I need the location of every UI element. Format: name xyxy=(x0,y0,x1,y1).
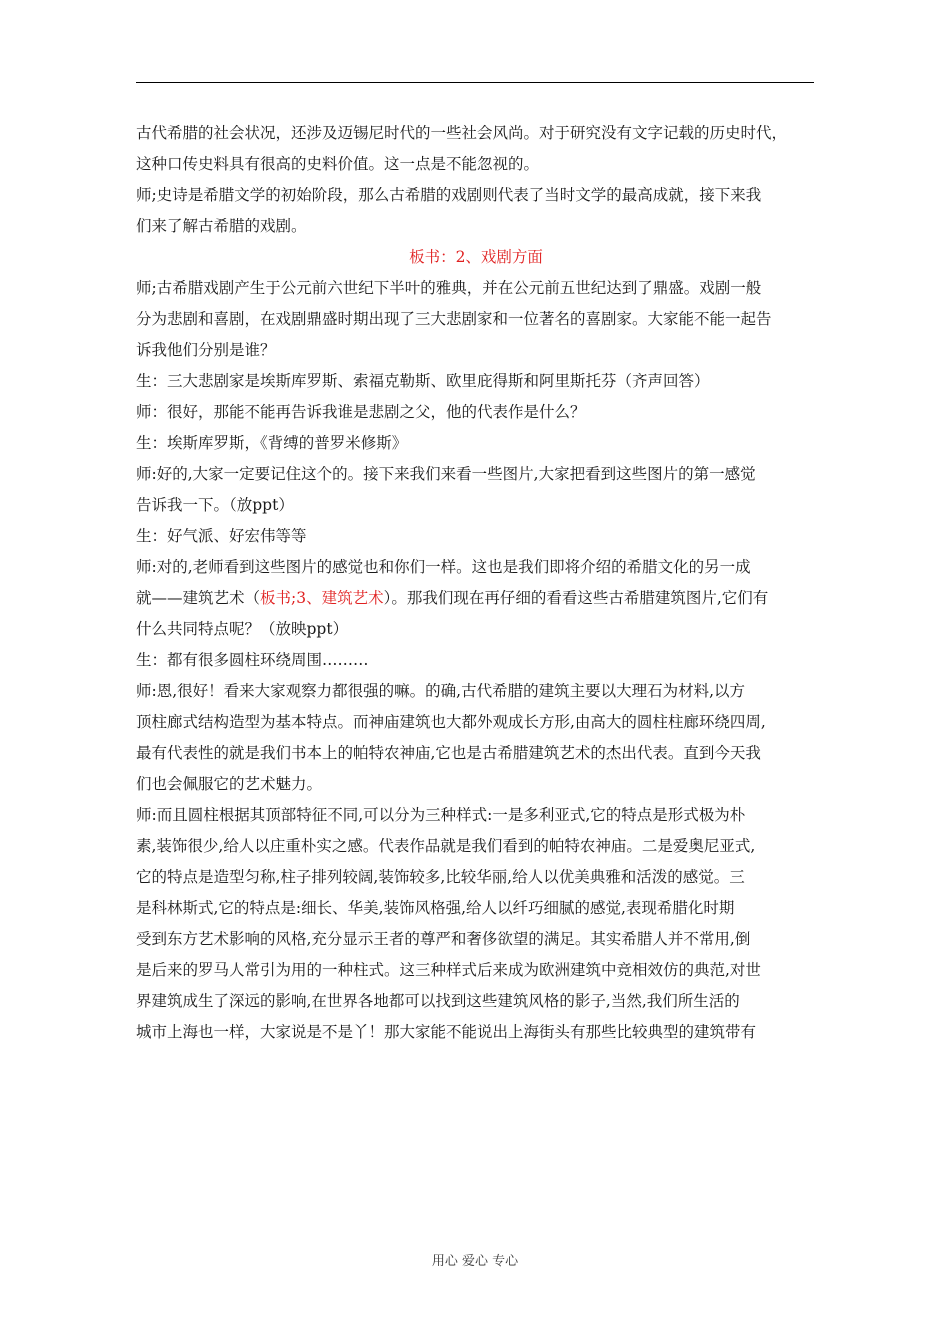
text-line: 师:而且圆柱根据其顶部特征不同,可以分为三种样式:一是多利亚式,它的特点是形式极为朴 xyxy=(136,806,746,824)
text-line: 生：埃斯库罗斯，《背缚的普罗米修斯》 xyxy=(136,434,408,452)
text-line xyxy=(136,583,816,614)
text-line: 师:恩,很好！看来大家观察力都很强的嘛。的确,古代希腊的建筑主要以大理石为材料,以方 xyxy=(136,682,746,700)
text-line: 师;史诗是希腊文学的初始阶段，那么古希腊的戏剧则代表了当时文学的最高成就，接下来我 xyxy=(136,186,762,204)
text-segment: ）。那我们现在再仔细的看看这些古希腊建筑图片,它们有 xyxy=(383,589,769,607)
text-line: 师;古希腊戏剧产生于公元前六世纪下半叶的雅典，并在公元前五世纪达到了鼎盛。戏剧一般 xyxy=(136,279,762,297)
text-line: 师:对的,老师看到这些图片的感觉也和你们一样。这也是我们即将介绍的希腊文化的另一成 xyxy=(136,558,751,576)
page-footer: 用心 爱心 专心 xyxy=(431,1254,519,1269)
text-line: 生：好气派、好宏伟等等 xyxy=(136,527,307,545)
text-line: 是科林斯式,它的特点是:细长、华美,装饰风格强,给人以纤巧细腻的感觉,表现希腊化时期 xyxy=(136,899,735,917)
text-line: 告诉我一下。（放ppt） xyxy=(136,496,294,514)
text-line: 界建筑成生了深远的影响,在世界各地都可以找到这些建筑风格的影子,当然,我们所生活的 xyxy=(136,992,740,1010)
text-segment: 就——建筑艺术（ xyxy=(136,589,261,607)
board-note-architecture: 板书;3、建筑艺术 xyxy=(260,589,384,607)
text-line: 什么共同特点呢？（放映ppt） xyxy=(136,620,349,638)
text-line: 们来了解古希腊的戏剧。 xyxy=(136,217,307,235)
text-line: 生：都有很多圆柱环绕周围……… xyxy=(136,651,369,669)
text-line: 生：三大悲剧家是埃斯库罗斯、索福克勒斯、欧里庇得斯和阿里斯托芬（齐声回答） xyxy=(136,372,710,390)
text-line: 师:好的,大家一定要记住这个的。接下来我们来看一些图片,大家把看到这些图片的第一感觉 xyxy=(136,465,756,483)
text-line: 诉我他们分别是谁？ xyxy=(136,341,276,359)
text-line: 这种口传史料具有很高的史料价值。这一点是不能忽视的。 xyxy=(136,155,540,173)
text-line: 它的特点是造型匀称,柱子排列较阔,装饰较多,比较华丽,给人以优美典雅和活泼的感觉。三 xyxy=(136,868,745,886)
text-line: 是后来的罗马人常引为用的一种柱式。这三种样式后来成为欧洲建筑中竞相效仿的典范,对世 xyxy=(136,961,761,979)
text-line: 最有代表性的就是我们书本上的帕特农神庙,它也是古希腊建筑艺术的杰出代表。直到今天我 xyxy=(136,744,761,762)
text-line: 古代希腊的社会状况，还涉及迈锡尼时代的一些社会风尚。对于研究没有文字记载的历史时代， xyxy=(136,124,788,142)
text-line: 顶柱廊式结构造型为基本特点。而神庙建筑也大都外观成长方形,由高大的圆柱柱廊环绕四周, xyxy=(136,713,766,731)
header-rule xyxy=(136,82,814,83)
text-line: 素,装饰很少,给人以庄重朴实之感。代表作品就是我们看到的帕特农神庙。二是爱奥尼亚式, xyxy=(136,837,756,855)
board-heading-drama: 板书：2、戏剧方面 xyxy=(409,248,543,266)
text-line: 城市上海也一样，大家说是不是丫！那大家能不能说出上海街头有那些比较典型的建筑带有 xyxy=(136,1023,757,1041)
document-body xyxy=(136,118,816,1048)
text-line: 们也会佩服它的艺术魅力。 xyxy=(136,775,323,793)
text-line: 分为悲剧和喜剧，在戏剧鼎盛时期出现了三大悲剧家和一位著名的喜剧家。大家能不能一起告 xyxy=(136,310,772,328)
text-line: 师：很好，那能不能再告诉我谁是悲剧之父，他的代表作是什么？ xyxy=(136,403,586,421)
text-line: 受到东方艺术影响的风格,充分显示王者的尊严和奢侈欲望的满足。其实希腊人并不常用,倒 xyxy=(136,930,751,948)
